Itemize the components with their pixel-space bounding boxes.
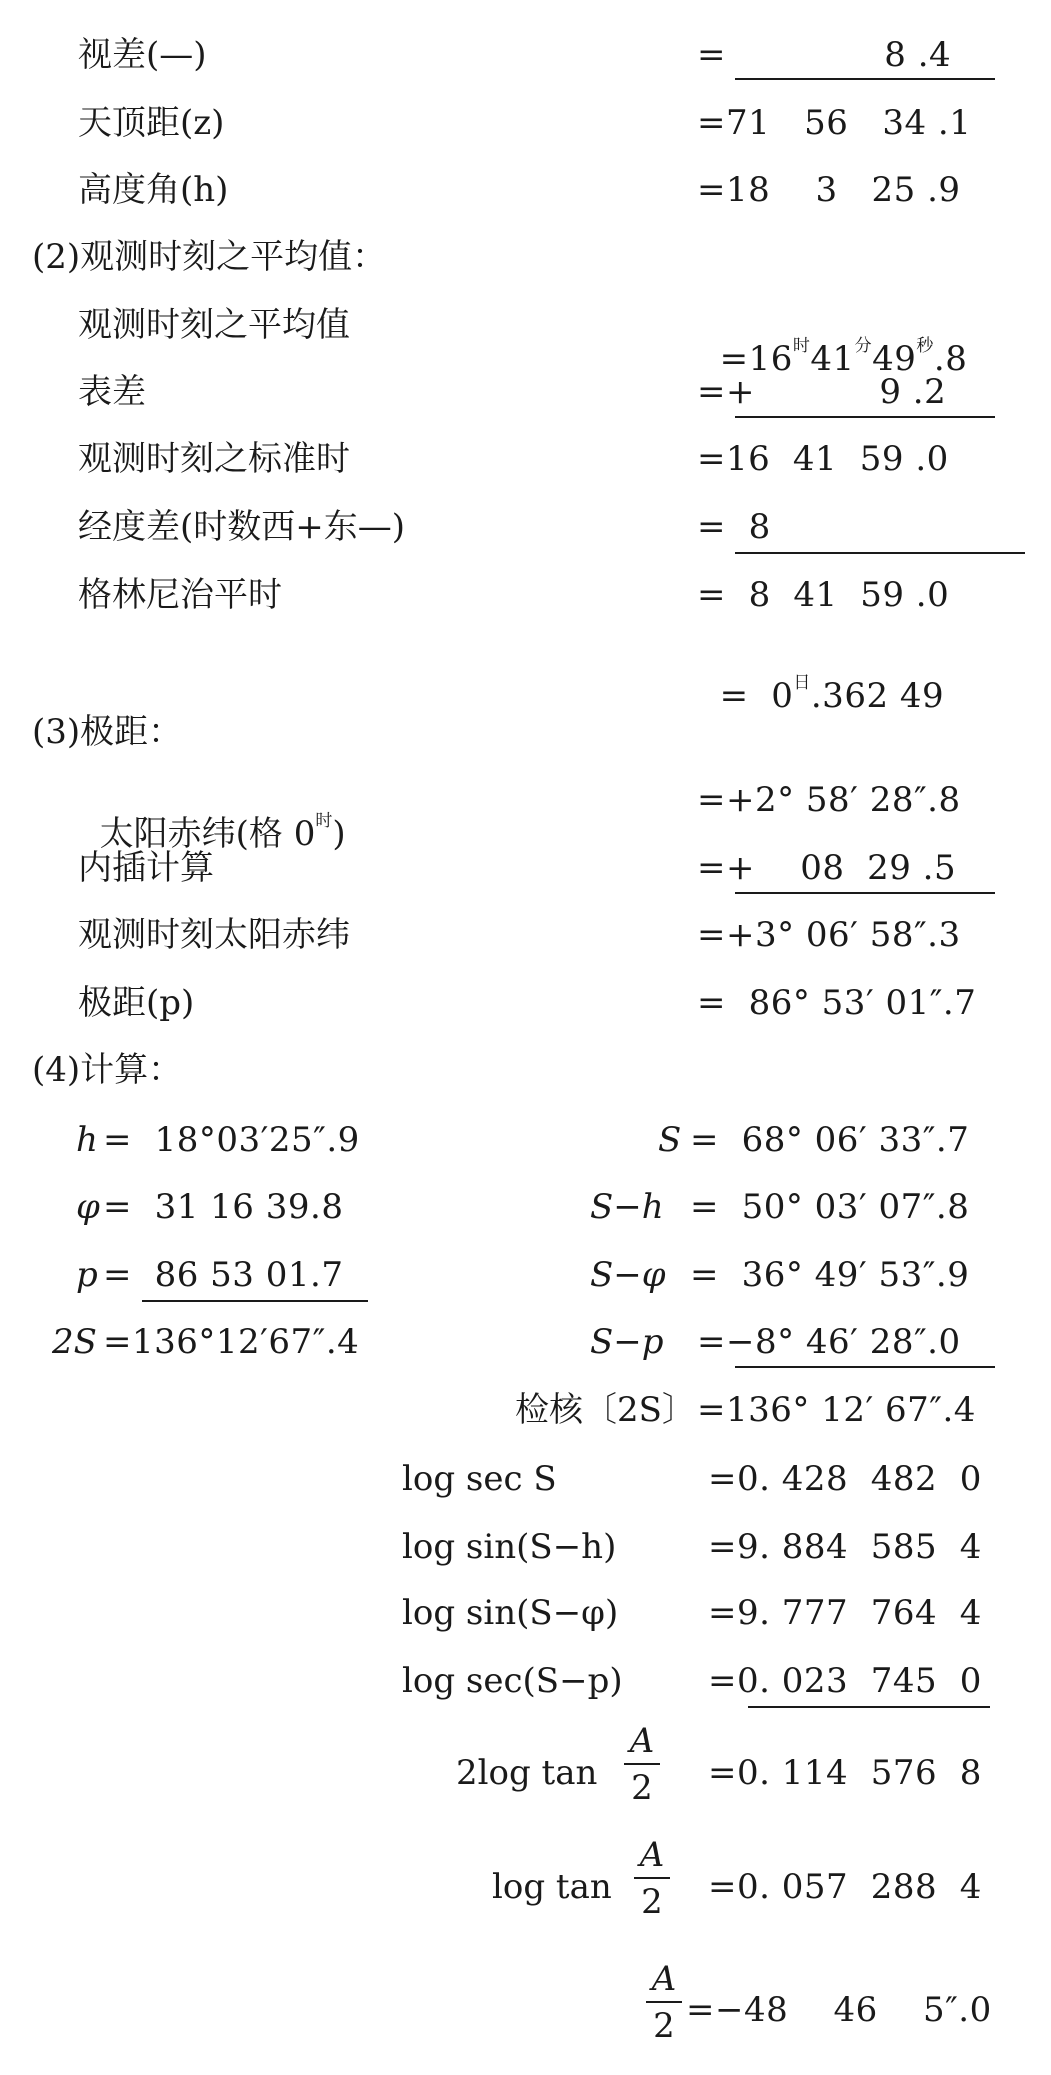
phi-value: = 31 16 39.8: [103, 1187, 344, 1227]
polar-distance-value: = 86° 53′ 01″.7: [697, 983, 977, 1023]
fraction-numerator: A: [629, 1721, 655, 1761]
log-tan-value: =0. 057 288 4: [708, 1867, 982, 1907]
s-minus-p-value: =−8° 46′ 28″.0: [697, 1322, 961, 1362]
standard-time-label: 观测时刻之标准时: [78, 439, 350, 479]
watch-error-value: =+ 9 .2: [697, 372, 947, 412]
underline-interpolation: [735, 892, 995, 894]
fraction-a-over-2-final: [646, 1959, 682, 2046]
fraction-denominator: 2: [631, 1768, 653, 1808]
day-eq: = 0: [719, 676, 794, 716]
standard-time-value: =16 41 59 .0: [697, 439, 949, 479]
mean-minutes: 41: [810, 339, 855, 379]
log-sec-s-label: log sec S: [402, 1459, 557, 1499]
declination-0h-value: =+2° 58′ 28″.8: [697, 780, 961, 820]
underline-parallax: [735, 78, 995, 80]
a-half-value: =−48 46 5″.0: [686, 1990, 992, 2030]
underline-p: [142, 1300, 368, 1302]
section-2-heading: (2)观测时刻之平均值：: [32, 237, 387, 277]
polar-distance-label: 极距(p): [78, 983, 195, 1023]
log-sec-s-value: =0. 428 482 0: [708, 1459, 982, 1499]
second-unit: 秒: [916, 336, 934, 356]
underline-watch-error: [735, 416, 995, 418]
greenwich-time-label: 格林尼治平时: [78, 575, 282, 615]
section-4-heading: (4)计算：: [32, 1050, 183, 1090]
day-fraction-value: [697, 645, 945, 716]
decl0-hour-unit: 时: [315, 811, 333, 831]
day-unit: 日: [793, 673, 811, 693]
zenith-label: 天顶距(z): [78, 103, 225, 143]
decl0-text: 太阳赤纬(格 0: [99, 814, 316, 854]
phi-symbol: φ: [76, 1187, 100, 1227]
fraction-a-over-2-second: [634, 1835, 670, 1922]
h-value: = 18°03′25″.9: [103, 1120, 360, 1160]
greenwich-time-value: = 8 41 59 .0: [697, 575, 950, 615]
fraction-numerator: A: [639, 1835, 665, 1875]
longitude-diff-value: = 8: [697, 507, 771, 547]
hour-unit: 时: [792, 336, 811, 356]
interpolation-label: 内插计算: [78, 848, 214, 888]
fraction-bar: [634, 1877, 670, 1879]
check-label: 检核〔2S〕: [515, 1390, 696, 1430]
fraction-denominator: 2: [641, 1882, 663, 1922]
fraction-bar: [624, 1763, 660, 1765]
two-s-value: =136°12′67″.4: [103, 1322, 360, 1362]
s-symbol: S: [658, 1120, 682, 1160]
section-3-heading: (3)极距：: [32, 712, 183, 752]
log-sec-s-minus-p-value: =0. 023 745 0: [708, 1661, 982, 1701]
altitude-value: =18 3 25 .9: [697, 170, 961, 210]
mean-eq: =16: [719, 339, 793, 379]
fraction-bar: [646, 2001, 682, 2003]
s-minus-phi-symbol: S−φ: [590, 1255, 666, 1295]
watch-error-label: 表差: [78, 372, 146, 412]
log-sec-s-minus-p-label: log sec(S−p): [402, 1661, 623, 1701]
day-tail: .362 49: [810, 676, 945, 716]
declination-label: 观测时刻太阳赤纬: [78, 915, 350, 955]
mean-time-label: 观测时刻之平均值: [78, 305, 350, 345]
s-minus-p-symbol: S−p: [590, 1322, 664, 1362]
underline-s-minus-p: [735, 1366, 995, 1368]
longitude-diff-label: 经度差(时数西+东—): [78, 507, 406, 547]
underline-longitude: [735, 552, 1025, 554]
log-sin-s-minus-h-value: =9. 884 585 4: [708, 1527, 982, 1567]
fraction-a-over-2-first: [624, 1721, 660, 1808]
two-log-tan-label: 2log tan: [456, 1753, 598, 1793]
zenith-value: =71 56 34 .1: [697, 103, 972, 143]
declination-0h-label: [78, 783, 346, 854]
mean-time-value: [697, 308, 968, 379]
log-sin-s-minus-phi-value: =9. 777 764 4: [708, 1593, 982, 1633]
p-symbol: p: [76, 1255, 98, 1295]
h-symbol: h: [76, 1120, 98, 1160]
fraction-denominator: 2: [653, 2006, 675, 2046]
s-minus-h-value: = 50° 03′ 07″.8: [690, 1187, 970, 1227]
log-sin-s-minus-h-label: log sin(S−h): [402, 1527, 617, 1567]
parallax-value: = 8 .4: [697, 35, 952, 75]
p-value: = 86 53 01.7: [103, 1255, 344, 1295]
fraction-numerator: A: [651, 1959, 677, 1999]
s-minus-phi-value: = 36° 49′ 53″.9: [690, 1255, 970, 1295]
mean-seconds: 49: [872, 339, 917, 379]
altitude-label: 高度角(h): [78, 170, 229, 210]
underline-log-sum: [748, 1706, 990, 1708]
parallax-label: 视差(—): [78, 35, 207, 75]
s-minus-h-symbol: S−h: [590, 1187, 664, 1227]
decl0-close: ): [332, 814, 346, 854]
check-value: =136° 12′ 67″.4: [697, 1390, 976, 1430]
s-value: = 68° 06′ 33″.7: [690, 1120, 970, 1160]
two-log-tan-value: =0. 114 576 8: [708, 1753, 982, 1793]
interpolation-value: =+ 08 29 .5: [697, 848, 957, 888]
log-sin-s-minus-phi-label: log sin(S−φ): [402, 1593, 619, 1633]
mean-tail: .8: [933, 339, 968, 379]
two-s-symbol: 2S: [52, 1322, 97, 1362]
log-tan-label: log tan: [492, 1867, 612, 1907]
declination-value: =+3° 06′ 58″.3: [697, 915, 961, 955]
minute-unit: 分: [854, 336, 873, 356]
